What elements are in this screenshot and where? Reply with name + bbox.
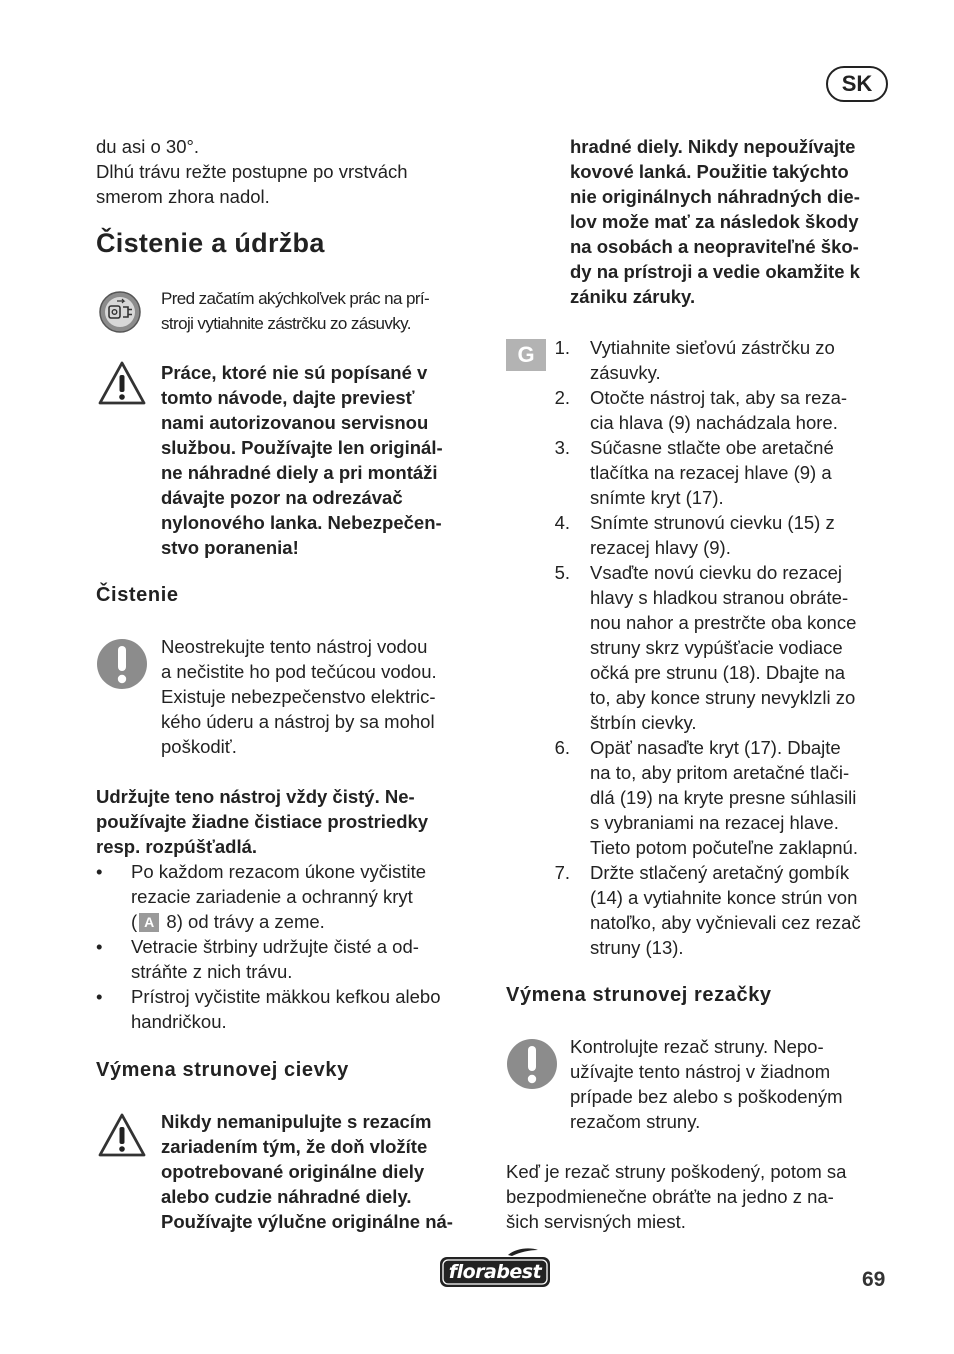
final-paragraph: [506, 1159, 906, 1234]
text-line: to, aby konce struny nevyklzli zo: [590, 687, 856, 708]
text-line: [131, 909, 496, 934]
text-line: Kontrolujte rezač struny. Nepo-: [570, 1036, 824, 1057]
text-line: zásuvky.: [590, 362, 661, 383]
warning-triangle-icon: [97, 360, 147, 411]
text-line: bezpodmienečne obráťte na jedno z na-: [506, 1186, 834, 1207]
logo-text: florabest: [448, 1261, 542, 1283]
heading-cutter: Výmena strunovej rezačky: [506, 984, 772, 1006]
text-line: Udržujte teno nástroj vždy čistý. Ne-: [96, 786, 415, 807]
text-line: službou. Používajte len originál-: [161, 437, 443, 458]
cleaning-bullet-list: [96, 859, 496, 1034]
text-line: Používajte výlučne originálne ná-: [161, 1211, 453, 1232]
text-line: štrbín cievky.: [590, 712, 697, 733]
text-line: stráňte z nich trávu.: [131, 961, 293, 982]
heading-cleaning: Čistenie: [96, 584, 179, 606]
text-line: du asi o 30°.: [96, 136, 200, 157]
text-line: Existuje nebezpečenstvo elektric-: [161, 686, 436, 707]
text-line: Držte stlačený aretačný gombík: [590, 862, 850, 883]
step-number: 5.: [554, 562, 570, 583]
text-line: a nečistite ho pod tečúcou vodou.: [161, 661, 437, 682]
text-line: struny (13).: [590, 937, 684, 958]
text-line: nami autorizovanou servisnou: [161, 412, 429, 433]
step-number: 3.: [554, 437, 570, 458]
step-number: 6.: [554, 737, 570, 758]
warning-text: [161, 1109, 491, 1234]
warning-text: [161, 360, 491, 560]
text-line: Opäť nasaďte kryt (17). Dbajte: [590, 737, 841, 758]
text-line: natoľko, aby vyčnievali cez rezač: [590, 912, 861, 933]
text-line: hlavy s hladkou stranou obráte-: [590, 587, 849, 608]
text-line: (14) a vytiahnite konce strún von: [590, 887, 858, 908]
list-item: [554, 560, 899, 735]
language-badge: SK: [826, 66, 888, 102]
text-line: dy na prístroji a vedie okamžite k: [570, 261, 860, 282]
caution-text: [161, 634, 491, 759]
figure-ref-badge: A: [139, 913, 159, 932]
text-line: opotrebované originálne diely: [161, 1161, 425, 1182]
text-line: kého úderu a nástroj by sa mohol: [161, 711, 435, 732]
text-line: Pred začatím akýchkoľvek prác na prí-: [161, 289, 430, 308]
text-line: struny skrz vypúšťacie vodiace: [590, 637, 843, 658]
plug-note: [161, 286, 491, 336]
text-line: s vybraniami na rezacej hlave.: [590, 812, 839, 833]
step-number: 1.: [554, 337, 570, 358]
text-line: cia hlava (9) nachádzala hore.: [590, 412, 838, 433]
step-number: 7.: [554, 862, 570, 883]
text-line: očká pre strunu (18). Dbajte na: [590, 662, 846, 683]
bullet-marker: •: [96, 861, 103, 882]
main-heading: Čistenie a údržba: [96, 228, 325, 258]
text-line: poškodiť.: [161, 736, 237, 757]
text-line: dlá (19) na kryte presne súhlasili: [590, 787, 857, 808]
text-line: šich servisných miest.: [506, 1211, 686, 1232]
text-line: kovové lanká. Použitie takýchto: [570, 161, 849, 182]
list-item: [554, 385, 899, 435]
step-number: 4.: [554, 512, 570, 533]
text-line: rezacie zariadenie a ochranný kryt: [131, 886, 413, 907]
text-fragment: 8) od trávy a zeme.: [161, 911, 325, 932]
text-line: Snímte strunovú cievku (15) z: [590, 512, 835, 533]
text-line: užívajte tento nástroj v žiadnom: [570, 1061, 831, 1082]
text-line: Vetracie štrbiny udržujte čisté a od-: [131, 936, 419, 957]
text-line: Neostrekujte tento nástroj vodou: [161, 636, 428, 657]
exclamation-circle-icon: [506, 1038, 558, 1095]
text-line: rezacej hlavy (9).: [590, 537, 731, 558]
caution-text: [570, 1034, 900, 1134]
text-line: handričkou.: [131, 1011, 227, 1032]
text-line: prípade bez alebo s poškodeným: [570, 1086, 843, 1107]
text-line: stvo poranenia!: [161, 537, 299, 558]
page-number: 69: [862, 1268, 886, 1291]
text-line: rezačom struny.: [570, 1111, 701, 1132]
text-line: Vytiahnite sieťovú zástrčku zo: [590, 337, 835, 358]
bold-notice: [96, 784, 496, 859]
text-line: dávajte pozor na odrezávač: [161, 487, 403, 508]
bullet-marker: •: [96, 986, 103, 1007]
text-line: na to, aby pritom aretačné tlači-: [590, 762, 850, 783]
list-item: [96, 859, 496, 934]
text-line: Po každom rezacom úkone vyčistite: [131, 861, 427, 882]
text-line: resp. rozpúšťadlá.: [96, 836, 258, 857]
text-line: nie originálnych náhradných die-: [570, 186, 860, 207]
list-item: [554, 735, 899, 860]
text-line: Vsaďte novú cievku do rezacej: [590, 562, 843, 583]
florabest-logo: [438, 1246, 552, 1290]
list-item: [554, 860, 899, 960]
bullet-marker: •: [96, 936, 103, 957]
list-item: [554, 510, 899, 560]
warning-text-continued: [570, 134, 900, 309]
list-item: [96, 984, 496, 1034]
text-line: Prístroj vyčistite mäkkou kefkou alebo: [131, 986, 441, 1007]
list-item: [554, 335, 899, 385]
text-line: stroji vytiahnite zástrčku zo zásuvky.: [161, 314, 411, 333]
exclamation-circle-icon: [96, 638, 148, 695]
text-line: Keď je rezač struny poškodený, potom sa: [506, 1161, 847, 1182]
figure-ref-badge: G: [506, 339, 546, 371]
text-line: snímte kryt (17).: [590, 487, 724, 508]
text-line: Dlhú trávu režte postupne po vrstvách: [96, 161, 408, 182]
list-item: [96, 934, 496, 984]
text-line: používajte žiadne čistiace prostriedky: [96, 811, 429, 832]
text-line: tomto návode, dajte previesť: [161, 387, 415, 408]
text-line: Tieto potom počuteľne zaklapnú.: [590, 837, 858, 858]
text-fragment: (: [131, 911, 138, 932]
unplug-icon: [98, 290, 142, 339]
text-line: Súčasne stlačte obe aretačné: [590, 437, 834, 458]
text-line: nylonového lanka. Nebezpečen-: [161, 512, 442, 533]
text-line: Práce, ktoré nie sú popísané v: [161, 362, 428, 383]
text-line: zariadením tým, že doň vložíte: [161, 1136, 428, 1157]
list-item: [554, 435, 899, 510]
step-number: 2.: [554, 387, 570, 408]
text-line: na osobách a neopraviteľné ško-: [570, 236, 859, 257]
warning-triangle-icon: [97, 1112, 147, 1163]
text-line: smerom zhora nadol.: [96, 186, 270, 207]
steps-list: [554, 335, 899, 960]
text-line: Otočte nástroj tak, aby sa reza-: [590, 387, 848, 408]
intro-paragraph: [96, 134, 476, 209]
text-line: nou nahor a prestrčte oba konce: [590, 612, 857, 633]
heading-spool: Výmena strunovej cievky: [96, 1059, 349, 1081]
text-line: tlačítka na rezacej hlave (9) a: [590, 462, 832, 483]
text-line: hradné diely. Nikdy nepoužívajte: [570, 136, 856, 157]
text-line: ne náhradné diely a pri montáži: [161, 462, 438, 483]
text-line: alebo cudzie náhradné diely.: [161, 1186, 412, 1207]
text-line: Nikdy nemanipulujte s rezacím: [161, 1111, 432, 1132]
text-line: lov može mať za následok škody: [570, 211, 859, 232]
text-line: zániku záruky.: [570, 286, 696, 307]
